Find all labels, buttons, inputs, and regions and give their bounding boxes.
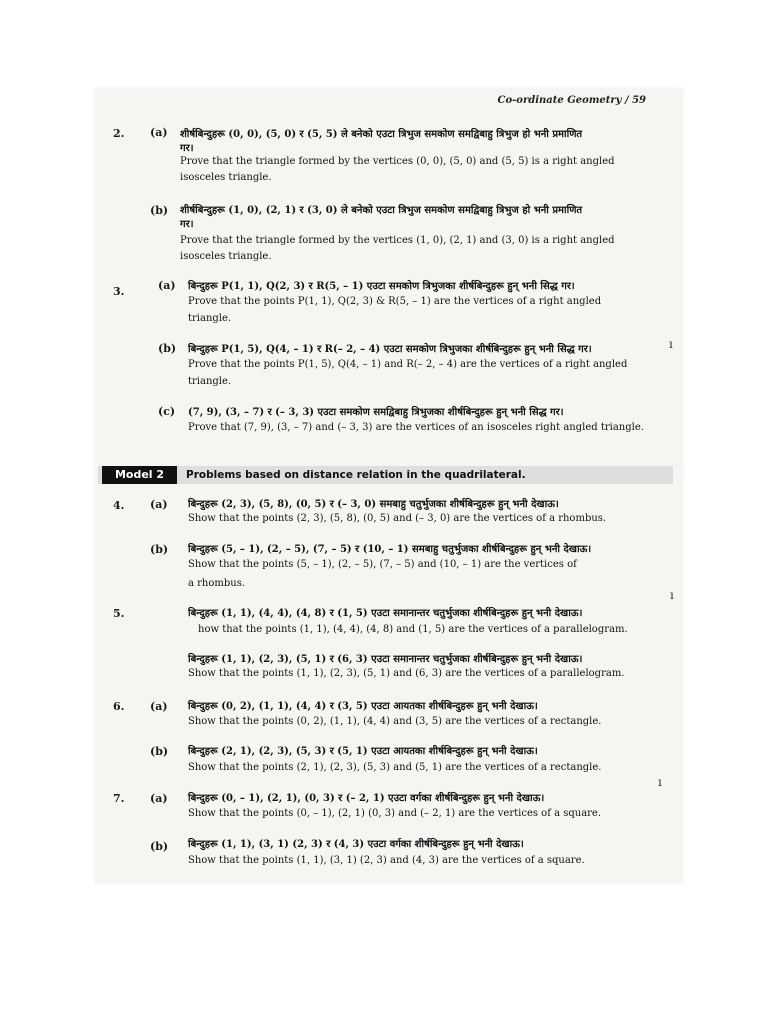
q2b-label: (b) [150,204,169,217]
margin-mark: ı [669,337,673,351]
q7a-label: (a) [150,792,168,805]
question-number-6: 6. [113,700,125,713]
q5a-english: how that the points (1, 1), (4, 4), (4, 8) and (1, 5) are the vertices of a parallelogram. [198,624,628,635]
q4b-english-line1: Show that the points (5, – 1), (2, – 5), (7, – 5) and (10, – 1) are the vertices of [188,559,577,570]
q6b-label: (b) [150,745,169,758]
q6a-nepali: बिन्दुहरू (0, 2), (1, 1), (4, 4) र (3, 5) एउटा आयतका शीर्षबिन्दुहरू हुन् भनी देखाऊ। [188,701,538,712]
q7b-nepali: बिन्दुहरू (1, 1), (3, 1) (2, 3) र (4, 3) एउटा वर्गका शीर्षबिन्दुहरू हुन् भनी देखाऊ। [188,839,524,850]
q5b-english: Show that the points (1, 1), (2, 3), (5, 1) and (6, 3) are the vertices of a parallelogram. [188,668,625,679]
q7b-english: Show that the points (1, 1), (3, 1) (2, 3) and (4, 3) are the vertices of a square. [188,855,585,866]
q3c-label: (c) [158,405,176,418]
q5a-nepali: बिन्दुहरू (1, 1), (4, 4), (4, 8) र (1, 5) एउटा समानान्तर चतुर्भुजका शीर्षबिन्दुहरू हुन् भनी देखाऊ। [188,608,583,619]
q6a-label: (a) [150,700,168,713]
q7a-nepali: बिन्दुहरू (0, – 1), (2, 1), (0, 3) र (– 2, 1) एउटा वर्गका शीर्षबिन्दुहरू हुन् भनी देखाऊ। [188,793,545,804]
model-title: Problems based on distance relation in the quadrilateral. [186,469,526,481]
question-number-3: 3. [113,285,125,298]
q6b-english: Show that the points (2, 1), (2, 3), (5, 3) and (5, 1) are the vertices of a rectangle. [188,762,602,773]
q3b-english-line2: triangle. [188,376,232,387]
q3b-nepali: बिन्दुहरू P(1, 5), Q(4, – 1) र R(– 2, – 4) एउटा समकोण त्रिभुजका शीर्षबिन्दुहरू हुन् भनी सिद्ध गर। [188,344,592,355]
q4a-label: (a) [150,498,168,511]
q4b-english-line2: a rhombus. [188,578,246,589]
q3c-nepali: (7, 9), (3, – 7) र (– 3, 3) एउटा समकोण समद्विबाहु त्रिभुजका शीर्षबिन्दुहरू हुन् भनी सिद्ध गर। [188,407,564,418]
q2b-nepali-line1: शीर्षबिन्दुहरू (1, 0), (2, 1) र (3, 0) ले बनेको एउटा त्रिभुज समकोण समद्विबाहु त्रिभुज हो भनी प्रमाणित [180,205,583,216]
q2a-nepali-line2: गर। [180,143,194,154]
q5b-nepali: बिन्दुहरू (1, 1), (2, 3), (5, 1) र (6, 3) एउटा समानान्तर चतुर्भुजका शीर्षबिन्दुहरू हुन् भनी देखाऊ। [188,654,583,665]
q2a-label: (a) [150,126,168,139]
q6b-nepali: बिन्दुहरू (2, 1), (2, 3), (5, 3) र (5, 1) एउटा आयतका शीर्षबिन्दुहरू हुन् भनी देखाऊ। [188,746,538,757]
q4b-nepali: बिन्दुहरू (5, – 1), (2, – 5), (7, – 5) र (10, – 1) समबाहु चतुर्भुजका शीर्षबिन्दुहरू हुन् भनी देखाऊ। [188,544,592,555]
q7b-label: (b) [150,840,169,853]
question-number-5: 5. [113,607,125,620]
q2b-nepali-line2: गर। [180,219,194,230]
q2a-english-line1: Prove that the triangle formed by the vertices (0, 0), (5, 0) and (5, 5) is a right angled [180,156,615,167]
q3b-label: (b) [158,342,177,355]
model-tag: Model 2 [102,466,177,484]
q4a-english: Show that the points (2, 3), (5, 8), (0, 5) and (– 3, 0) are the vertices of a rhombus. [188,513,607,524]
q7a-english: Show that the points (0, – 1), (2, 1) (0, 3) and (– 2, 1) are the vertices of a square. [188,808,602,819]
margin-mark: ı [658,775,662,789]
q2a-english-line2: isosceles triangle. [180,172,272,183]
question-number-4: 4. [113,499,125,512]
q4a-nepali: बिन्दुहरू (2, 3), (5, 8), (0, 5) र (– 3, 0) समबाहु चतुर्भुजका शीर्षबिन्दुहरू हुन् भनी देखाऊ। [188,499,559,510]
page-header: Co-ordinate Geometry / 59 [497,95,646,106]
margin-mark: ı [670,588,674,602]
q4b-label: (b) [150,543,169,556]
q3a-label: (a) [158,279,176,292]
question-number-7: 7. [113,792,125,805]
q3b-english-line1: Prove that the points P(1, 5), Q(4, – 1) and R(– 2, – 4) are the vertices of a right angled [188,359,628,370]
q2b-english-line2: isosceles triangle. [180,251,272,262]
q3a-english-line1: Prove that the points P(1, 1), Q(2, 3) & R(5, – 1) are the vertices of a right angled [188,296,602,307]
q3c-english: Prove that (7, 9), (3, – 7) and (– 3, 3) are the vertices of an isosceles right angled triangle. [188,422,644,433]
q6a-english: Show that the points (0, 2), (1, 1), (4, 4) and (3, 5) are the vertices of a rectangle. [188,716,602,727]
q3a-english-line2: triangle. [188,313,232,324]
q2a-nepali-line1: शीर्षबिन्दुहरू (0, 0), (5, 0) र (5, 5) ले बनेको एउटा त्रिभुज समकोण समद्विबाहु त्रिभुज हो भनी प्रमाणित [180,129,583,140]
question-number-2: 2. [113,127,125,140]
q3a-nepali: बिन्दुहरू P(1, 1), Q(2, 3) र R(5, – 1) एउटा समकोण त्रिभुजका शीर्षबिन्दुहरू हुन् भनी सिद्ध गर। [188,281,575,292]
q2b-english-line1: Prove that the triangle formed by the vertices (1, 0), (2, 1) and (3, 0) is a right angled [180,235,615,246]
